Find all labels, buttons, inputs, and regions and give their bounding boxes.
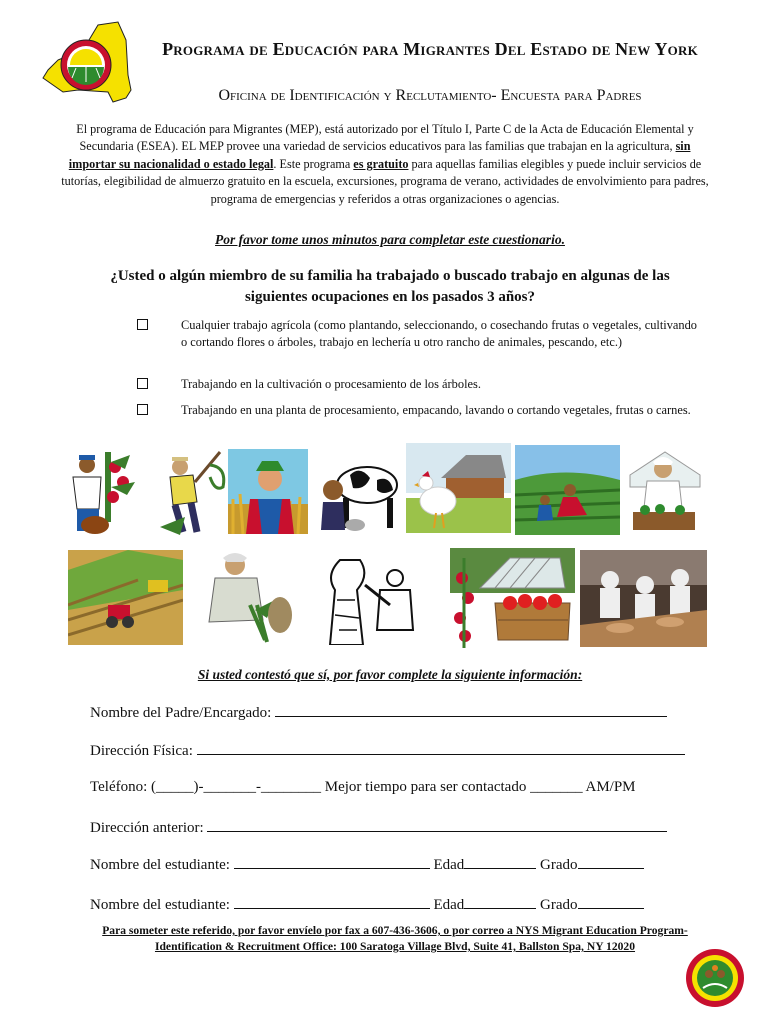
- address-input[interactable]: [197, 740, 685, 755]
- previous-address-input[interactable]: [207, 817, 667, 832]
- intro-emphasis-free: es gratuito: [353, 156, 409, 171]
- checkbox-processing[interactable]: [137, 404, 148, 415]
- farmer-harvest-illustration: [65, 447, 150, 537]
- option-processing-plant[interactable]: [137, 402, 697, 438]
- greenhouse-tomatoes-illustration: [450, 548, 575, 648]
- phone-label[interactable]: Teléfono: (_____)-_______-________: [90, 779, 321, 795]
- student-grade-label: Grado: [540, 897, 578, 913]
- followup-instruction: Si usted contestó que sí, por favor complete la siguiente información:: [197, 667, 583, 682]
- address-field[interactable]: [90, 740, 700, 760]
- parent-name-input[interactable]: [275, 702, 667, 717]
- submission-instructions: Para someter este referido, por favor envíelo por fax a 607-436-3606, o por correo a NYS Migrant Education Program- Identification & Recruitment Office: 100 Saratoga Village Blvd, Suite 41, Ballston Spa, NY 12020: [102, 924, 688, 953]
- previous-address-label: Dirección anterior:: [90, 820, 204, 836]
- field-workers-illustration: [515, 445, 620, 535]
- student-name-input[interactable]: [234, 894, 430, 909]
- mep-seal-logo: [685, 948, 745, 1008]
- student-grade-input[interactable]: [578, 894, 644, 909]
- occupation-question: ¿Usted o algún miembro de su familia ha trabajado o buscado trabajo en algunas de las siguientes ocupaciones en los pasados 3 años?: [110, 268, 670, 305]
- student-row-2[interactable]: [90, 894, 700, 914]
- checkbox-tree[interactable]: [137, 378, 148, 389]
- phone-field[interactable]: [90, 779, 700, 796]
- student-grade-label: Grado: [540, 857, 578, 873]
- processing-plant-photo: [580, 550, 707, 647]
- chicken-farm-illustration: [406, 443, 511, 533]
- page-title: Programa de Educación para Migrantes Del Estado de New York: [162, 39, 698, 59]
- student-age-label: Edad: [433, 897, 465, 913]
- student-name-input[interactable]: [234, 854, 430, 869]
- intro-emphasis-legal: sin importar su nacionalidad o estado legal: [68, 139, 691, 171]
- previous-address-field[interactable]: [90, 817, 700, 837]
- address-label: Dirección Física:: [90, 743, 193, 759]
- nys-map-logo: [38, 20, 133, 105]
- student-row-1[interactable]: [90, 854, 700, 874]
- best-time-label[interactable]: Mejor tiempo para ser contactado _______ AM/PM: [324, 779, 636, 795]
- option-label: Trabajando en la cultivación o procesamiento de los árboles.: [181, 377, 481, 391]
- student-name-label: Nombre del estudiante:: [90, 857, 230, 873]
- student-age-label: Edad: [433, 857, 465, 873]
- packing-worker-illustration: [625, 447, 703, 537]
- option-tree-work[interactable]: [137, 376, 697, 396]
- student-age-input[interactable]: [464, 894, 536, 909]
- parent-name-label: Nombre del Padre/Encargado:: [90, 705, 272, 721]
- farmer-field-illustration: [228, 449, 308, 534]
- option-label: Cualquier trabajo agrícola (como plantando, seleccionando, o cosechando frutas o vegetales, cultivando o cortando flores o árboles, trabajo en lechería u otro rancho de animales, pescando, etc.): [181, 318, 697, 349]
- checkbox-agricultural[interactable]: [137, 319, 148, 330]
- student-grade-input[interactable]: [578, 854, 644, 869]
- option-label: Trabajando en una planta de procesamiento, empacando, lavando o cortando vegetales, frutas o carnes.: [181, 403, 691, 417]
- dairy-cow-illustration: [315, 450, 403, 535]
- page-subtitle: Oficina de Identificación y Reclutamiento- Encuesta para Padres: [218, 87, 642, 104]
- tractor-field-illustration: [68, 550, 183, 645]
- farmworker-tool-illustration: [155, 447, 230, 537]
- student-name-label: Nombre del estudiante:: [90, 897, 230, 913]
- planting-worker-illustration: [195, 550, 300, 645]
- tree-logging-illustration: [315, 550, 435, 645]
- intro-paragraph: El programa de Educación para Migrantes (MEP), está autorizado por el Título I, Parte C de la Acta de Educación Elemental y Secundaria (ESEA). EL MEP provee una variedad de servicios educativos para las familias que trabajan en la agricultura, sin importar su nacionalidad o estado legal. Este programa es gratuito para aquellas familias elegibles y puede incluir servicios de tutorías, elegibilidad de almuerzo gratuito en la escuela, excursiones, programa de verano, actividades de envolvimiento para padres, programa de emergencias y referidos a otras organizaciones o agencias.: [61, 122, 709, 206]
- student-age-input[interactable]: [464, 854, 536, 869]
- option-agricultural-work[interactable]: [137, 317, 697, 369]
- parent-name-field[interactable]: [90, 702, 700, 722]
- survey-invite: Por favor tome unos minutos para completar este cuestionario.: [215, 232, 565, 247]
